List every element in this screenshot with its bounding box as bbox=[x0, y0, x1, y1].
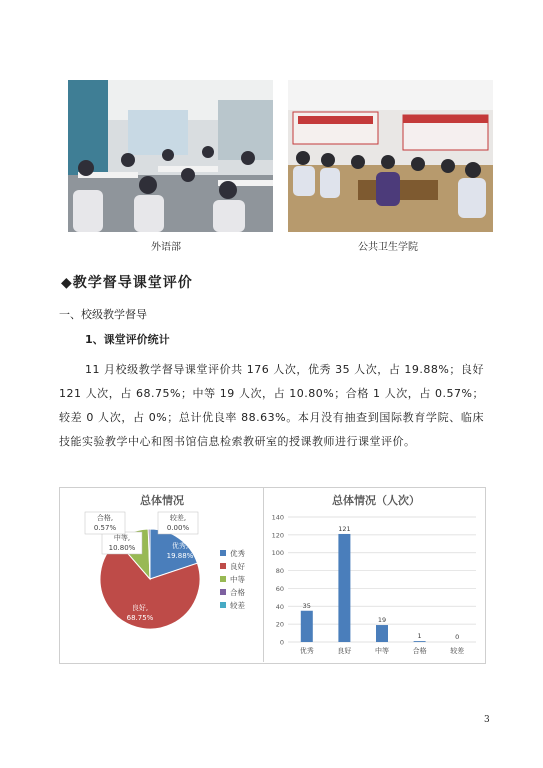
y-tick-label: 20 bbox=[275, 620, 284, 629]
legend-label-5: 较差 bbox=[230, 601, 245, 610]
pie-data-label-3: 10.80% bbox=[108, 544, 136, 552]
pie-data-label-2: 良好, bbox=[131, 604, 149, 612]
photo-classroom-foreign-languages bbox=[68, 80, 273, 232]
legend-swatch-3 bbox=[220, 576, 226, 582]
bar-value-label-4: 1 bbox=[417, 632, 422, 641]
y-tick-label: 60 bbox=[275, 584, 284, 593]
x-tick-label-1: 优秀 bbox=[299, 647, 314, 655]
legend-label-4: 合格 bbox=[230, 588, 245, 597]
bar-value-label-2: 121 bbox=[338, 524, 351, 533]
bar-1 bbox=[301, 611, 313, 642]
pie-data-label-1: 优秀, bbox=[171, 542, 189, 550]
legend-swatch-1 bbox=[220, 550, 226, 556]
x-tick-label-3: 中等 bbox=[375, 647, 389, 655]
pie-data-label-2: 68.75% bbox=[126, 614, 154, 622]
caption-left: 外语部 bbox=[151, 242, 181, 253]
bar-value-label-1: 35 bbox=[302, 601, 311, 610]
bar-chart-title: 总体情况（人次） bbox=[332, 494, 420, 507]
photo-classroom-public-health bbox=[288, 80, 493, 232]
pie-data-label-1: 19.88% bbox=[166, 552, 194, 560]
y-tick-label: 0 bbox=[279, 638, 284, 647]
x-tick-label-5: 较差 bbox=[450, 647, 465, 655]
caption-right: 公共卫生学院 bbox=[358, 242, 418, 253]
legend-swatch-4 bbox=[220, 589, 226, 595]
y-tick-label: 100 bbox=[271, 549, 284, 558]
page-number: 3 bbox=[484, 715, 490, 725]
pie-data-label-4: 0.57% bbox=[93, 524, 117, 532]
legend-swatch-5 bbox=[220, 602, 226, 608]
pie-data-label-4: 合格, bbox=[96, 514, 114, 522]
x-tick-label-4: 合格 bbox=[412, 647, 427, 655]
y-tick-label: 140 bbox=[271, 513, 284, 522]
legend-swatch-2 bbox=[220, 563, 226, 569]
bar-chart bbox=[264, 487, 484, 662]
legend-label-2: 良好 bbox=[230, 562, 245, 571]
bar-value-label-5: 0 bbox=[455, 633, 460, 641]
pie-chart-title: 总体情况 bbox=[140, 494, 184, 507]
pie-chart bbox=[60, 487, 264, 662]
x-tick-label-2: 良好 bbox=[337, 647, 352, 655]
heading-level-1: 一、校级教学督导 bbox=[59, 308, 147, 321]
pie-data-label-5: 较差, bbox=[169, 514, 187, 522]
y-tick-label: 80 bbox=[275, 567, 284, 576]
evaluation-paragraph: 11 月校级教学督导课堂评价共 176 人次，优秀 35 人次，占 19.88%；良好 121 人次，占 68.75%；中等 19 人次，占 10.80%；合格 1 人次，占 0.57%；较差 0 人次，占 0%；总计优良率 88.63%。本月没有抽查到国际教育学院、临床技能实验教学中心和图书馆信息检索教研室的授课教师进行课堂评价。 bbox=[59, 363, 484, 448]
y-tick-label: 40 bbox=[275, 602, 284, 611]
legend-label-1: 优秀 bbox=[230, 549, 245, 558]
heading-level-2: 1、课堂评价统计 bbox=[85, 333, 170, 346]
bar-3 bbox=[376, 625, 388, 642]
bar-4 bbox=[414, 641, 426, 642]
pie-data-label-3: 中等, bbox=[113, 534, 131, 542]
bar-value-label-3: 19 bbox=[377, 616, 387, 625]
section-title: ◆教学督导课堂评价 bbox=[61, 275, 193, 291]
pie-data-label-5: 0.00% bbox=[166, 524, 190, 532]
bar-2 bbox=[338, 534, 350, 642]
y-tick-label: 120 bbox=[271, 531, 284, 540]
legend-label-3: 中等 bbox=[230, 575, 245, 584]
